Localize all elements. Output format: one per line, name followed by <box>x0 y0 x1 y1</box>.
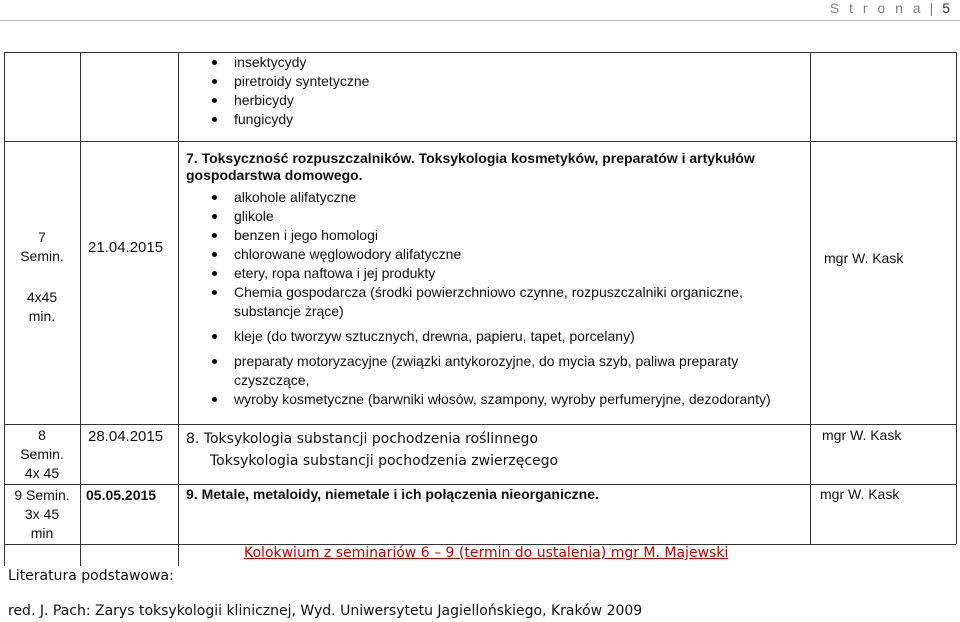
literature-label: Literatura podstawowa: <box>8 568 174 584</box>
list-item: kleje (do tworzyw sztucznych, drewna, papieru, tapet, porcelany) <box>234 327 804 346</box>
session-title <box>186 428 558 472</box>
list-item: fungicydy <box>234 110 794 129</box>
list-item: herbicydy <box>234 91 794 110</box>
duration: 4x45 <box>26 289 58 305</box>
list-item: Chemia gospodarcza (środki powierzchniowo czynne, rozpuszczalniki organiczne, substancje żrące) <box>234 283 804 321</box>
seminar-number: 8 <box>38 427 46 443</box>
session-title: 7. Toksyczność rozpuszczalników. Toksykologia kosmetyków, preparatów i artykułów gospodarstwa domowego. <box>186 150 755 183</box>
row-line-2 <box>4 424 956 425</box>
duration-unit: min. <box>28 308 56 324</box>
row-line-1 <box>4 141 956 142</box>
list-item: wyroby kosmetyczne (barwniki włosów, szampony, wyroby perfumeryjne, dezodoranty) <box>234 390 804 409</box>
duration: 3x 45 <box>24 506 60 522</box>
duration-cell <box>5 288 79 326</box>
seminar-label: Semin. <box>20 248 64 264</box>
duration: 4x 45 <box>24 465 60 481</box>
page-header <box>830 0 950 16</box>
teacher-name: mgr W. Kask <box>820 486 900 502</box>
col-divider-1 <box>80 52 81 566</box>
teacher-name: mgr W. Kask <box>824 250 904 266</box>
page-word: S t r o n a <box>829 0 924 16</box>
duration-unit: min <box>30 525 54 541</box>
list-item: preparaty motoryzacyjne (związki antykorozyjne, do mycia szyb, paliwa preparaty czyszczące, <box>234 352 804 390</box>
seminar-label: Semin. <box>20 446 64 462</box>
header-rule <box>0 20 960 21</box>
colloquium-note: Kolokwium z seminariów 6 – 9 (termin do ustalenia) mgr M. Majewski <box>244 545 729 561</box>
session-date: 05.05.2015 <box>86 487 157 503</box>
page-number: 5 <box>942 0 950 16</box>
seminar-number-cell <box>5 486 79 543</box>
session-date: 28.04.2015 <box>88 428 164 445</box>
title-line-plant: 8. Toksykologia substancji pochodzenia roślinnego <box>186 431 539 447</box>
table-border-right <box>956 52 957 544</box>
pesticide-list <box>234 53 794 129</box>
solvent-list <box>234 188 804 409</box>
list-item: etery, ropa naftowa i jej produkty <box>234 264 804 283</box>
literature-reference: red. J. Pach: Zarys toksykologii klinicznej, Wyd. Uniwersytetu Jagiellońskiego, Kraków 2009 <box>8 603 643 619</box>
list-item: insektycydy <box>234 53 794 72</box>
seminar-number-cell <box>5 426 79 483</box>
session-title: 9. Metale, metaloidy, niemetale i ich połączenia nieorganiczne. <box>186 486 599 502</box>
row-line-3 <box>4 484 956 485</box>
list-item: chlorowane węglowodory alifatyczne <box>234 245 804 264</box>
seminar-number: 7 <box>38 229 46 245</box>
list-item: alkohole alifatyczne <box>234 188 804 207</box>
seminar-number-cell <box>5 228 79 266</box>
teacher-name: mgr W. Kask <box>822 427 902 443</box>
list-item: glikole <box>234 207 804 226</box>
col-divider-2 <box>178 52 179 566</box>
session-date: 21.04.2015 <box>88 239 164 256</box>
col-divider-3 <box>810 52 811 544</box>
seminar-label: 9 Semin. <box>14 487 70 503</box>
header-separator: | <box>929 0 937 16</box>
list-item: benzen i jego homologi <box>234 226 804 245</box>
list-item: piretroidy syntetyczne <box>234 72 794 91</box>
title-line-animal: Toksykologia substancji pochodzenia zwierzęcego <box>210 453 559 469</box>
